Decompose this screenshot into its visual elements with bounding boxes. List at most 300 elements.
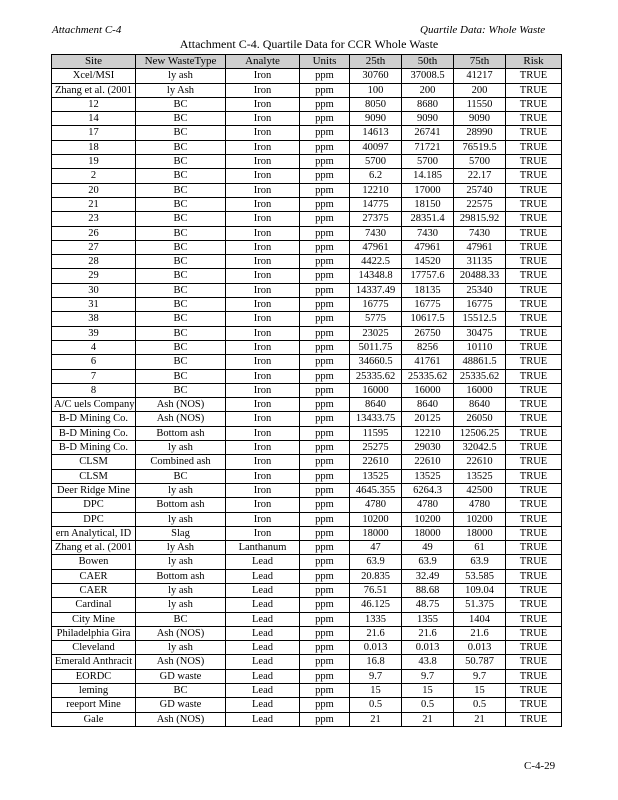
cell-waste-type: BC <box>136 126 226 140</box>
cell-analyte: Lead <box>226 698 300 712</box>
cell-50th: 14.185 <box>402 169 454 183</box>
cell-units: ppm <box>300 641 350 655</box>
cell-site: 19 <box>52 155 136 169</box>
cell-risk: TRUE <box>506 669 562 683</box>
cell-50th: 5700 <box>402 155 454 169</box>
cell-analyte: Iron <box>226 298 300 312</box>
cell-risk: TRUE <box>506 483 562 497</box>
cell-waste-type: BC <box>136 469 226 483</box>
cell-units: ppm <box>300 226 350 240</box>
cell-75th: 9090 <box>454 112 506 126</box>
cell-site: Philadelphia Gira <box>52 626 136 640</box>
cell-50th: 22610 <box>402 455 454 469</box>
cell-25th: 9090 <box>350 112 402 126</box>
cell-units: ppm <box>300 541 350 555</box>
cell-50th: 12210 <box>402 426 454 440</box>
col-header-50th: 50th <box>402 55 454 69</box>
cell-units: ppm <box>300 240 350 254</box>
cell-site: 17 <box>52 126 136 140</box>
cell-risk: TRUE <box>506 283 562 297</box>
cell-units: ppm <box>300 312 350 326</box>
cell-units: ppm <box>300 455 350 469</box>
cell-25th: 7430 <box>350 226 402 240</box>
header-attachment-label: Attachment C-4 <box>52 24 122 36</box>
cell-waste-type: BC <box>136 97 226 111</box>
table-row <box>52 598 562 612</box>
cell-25th: 20.835 <box>350 569 402 583</box>
cell-site: 20 <box>52 183 136 197</box>
cell-75th: 61 <box>454 541 506 555</box>
table-row <box>52 183 562 197</box>
table-row <box>52 698 562 712</box>
cell-risk: TRUE <box>506 69 562 83</box>
cell-risk: TRUE <box>506 441 562 455</box>
cell-risk: TRUE <box>506 140 562 154</box>
cell-site: B-D Mining Co. <box>52 412 136 426</box>
cell-risk: TRUE <box>506 512 562 526</box>
cell-75th: 26050 <box>454 412 506 426</box>
table-row <box>52 455 562 469</box>
cell-units: ppm <box>300 469 350 483</box>
cell-site: 2 <box>52 169 136 183</box>
cell-75th: 11550 <box>454 97 506 111</box>
table-row <box>52 712 562 726</box>
table-row <box>52 526 562 540</box>
cell-analyte: Iron <box>226 426 300 440</box>
col-header-25th: 25th <box>350 55 402 69</box>
cell-risk: TRUE <box>506 598 562 612</box>
cell-50th: 16775 <box>402 298 454 312</box>
cell-75th: 53.585 <box>454 569 506 583</box>
cell-75th: 200 <box>454 83 506 97</box>
cell-analyte: Iron <box>226 526 300 540</box>
cell-analyte: Lead <box>226 598 300 612</box>
table-row <box>52 298 562 312</box>
table-body <box>52 69 562 727</box>
cell-units: ppm <box>300 340 350 354</box>
cell-waste-type: BC <box>136 326 226 340</box>
cell-75th: 16000 <box>454 383 506 397</box>
cell-risk: TRUE <box>506 197 562 211</box>
table-row <box>52 197 562 211</box>
cell-75th: 18000 <box>454 526 506 540</box>
cell-site: 8 <box>52 383 136 397</box>
col-header-analyte: Analyte <box>226 55 300 69</box>
cell-waste-type: Slag <box>136 526 226 540</box>
cell-units: ppm <box>300 555 350 569</box>
cell-waste-type: GD waste <box>136 698 226 712</box>
cell-25th: 11595 <box>350 426 402 440</box>
cell-risk: TRUE <box>506 255 562 269</box>
cell-units: ppm <box>300 426 350 440</box>
cell-risk: TRUE <box>506 469 562 483</box>
cell-50th: 200 <box>402 83 454 97</box>
cell-analyte: Iron <box>226 498 300 512</box>
cell-analyte: Iron <box>226 183 300 197</box>
cell-25th: 12210 <box>350 183 402 197</box>
cell-units: ppm <box>300 669 350 683</box>
header-section-label: Quartile Data: Whole Waste <box>420 24 546 36</box>
cell-units: ppm <box>300 126 350 140</box>
cell-analyte: Iron <box>226 283 300 297</box>
cell-25th: 16.8 <box>350 655 402 669</box>
cell-site: Gale <box>52 712 136 726</box>
cell-risk: TRUE <box>506 626 562 640</box>
cell-waste-type: Combined ash <box>136 455 226 469</box>
cell-50th: 9090 <box>402 112 454 126</box>
cell-25th: 76.51 <box>350 583 402 597</box>
cell-site: Deer Ridge Mine <box>52 483 136 497</box>
cell-analyte: Iron <box>226 383 300 397</box>
cell-risk: TRUE <box>506 655 562 669</box>
table-row <box>52 126 562 140</box>
cell-50th: 16000 <box>402 383 454 397</box>
cell-risk: TRUE <box>506 183 562 197</box>
cell-75th: 25340 <box>454 283 506 297</box>
cell-site: EORDC <box>52 669 136 683</box>
cell-waste-type: BC <box>136 283 226 297</box>
cell-analyte: Iron <box>226 269 300 283</box>
cell-site: Cleveland <box>52 641 136 655</box>
table-row <box>52 312 562 326</box>
cell-50th: 88.68 <box>402 583 454 597</box>
cell-site: Zhang et al. (2001 <box>52 83 136 97</box>
cell-waste-type: ly Ash <box>136 83 226 97</box>
cell-analyte: Iron <box>226 212 300 226</box>
cell-risk: TRUE <box>506 698 562 712</box>
cell-25th: 14613 <box>350 126 402 140</box>
cell-waste-type: BC <box>136 240 226 254</box>
cell-analyte: Lead <box>226 641 300 655</box>
cell-risk: TRUE <box>506 126 562 140</box>
cell-waste-type: Bottom ash <box>136 569 226 583</box>
cell-site: 26 <box>52 226 136 240</box>
table-row <box>52 569 562 583</box>
cell-waste-type: GD waste <box>136 669 226 683</box>
cell-risk: TRUE <box>506 298 562 312</box>
cell-analyte: Iron <box>226 197 300 211</box>
cell-50th: 47961 <box>402 240 454 254</box>
cell-25th: 21.6 <box>350 626 402 640</box>
cell-risk: TRUE <box>506 355 562 369</box>
cell-site: leming <box>52 684 136 698</box>
cell-site: A/C uels Company <box>52 398 136 412</box>
cell-units: ppm <box>300 398 350 412</box>
cell-waste-type: ly ash <box>136 598 226 612</box>
cell-75th: 10110 <box>454 340 506 354</box>
cell-units: ppm <box>300 655 350 669</box>
cell-risk: TRUE <box>506 326 562 340</box>
cell-risk: TRUE <box>506 541 562 555</box>
cell-75th: 22575 <box>454 197 506 211</box>
cell-50th: 32.49 <box>402 569 454 583</box>
cell-site: 30 <box>52 283 136 297</box>
cell-50th: 41761 <box>402 355 454 369</box>
cell-analyte: Iron <box>226 140 300 154</box>
cell-site: 29 <box>52 269 136 283</box>
cell-units: ppm <box>300 412 350 426</box>
cell-75th: 20488.33 <box>454 269 506 283</box>
cell-analyte: Iron <box>226 112 300 126</box>
cell-units: ppm <box>300 684 350 698</box>
cell-50th: 18135 <box>402 283 454 297</box>
cell-50th: 71721 <box>402 140 454 154</box>
cell-units: ppm <box>300 255 350 269</box>
cell-75th: 76519.5 <box>454 140 506 154</box>
cell-25th: 14337.49 <box>350 283 402 297</box>
table-row <box>52 69 562 83</box>
cell-waste-type: BC <box>136 369 226 383</box>
cell-analyte: Lead <box>226 555 300 569</box>
cell-50th: 15 <box>402 684 454 698</box>
cell-analyte: Iron <box>226 398 300 412</box>
cell-analyte: Iron <box>226 69 300 83</box>
table-row <box>52 512 562 526</box>
cell-25th: 4645.355 <box>350 483 402 497</box>
cell-75th: 21 <box>454 712 506 726</box>
cell-25th: 6.2 <box>350 169 402 183</box>
cell-site: 23 <box>52 212 136 226</box>
cell-50th: 6264.3 <box>402 483 454 497</box>
cell-site: 27 <box>52 240 136 254</box>
col-header-waste-type: New WasteType <box>136 55 226 69</box>
cell-units: ppm <box>300 197 350 211</box>
cell-units: ppm <box>300 383 350 397</box>
cell-50th: 14520 <box>402 255 454 269</box>
cell-waste-type: ly Ash <box>136 541 226 555</box>
table-row <box>52 212 562 226</box>
cell-site: Bowen <box>52 555 136 569</box>
table-row <box>52 541 562 555</box>
cell-units: ppm <box>300 698 350 712</box>
cell-25th: 18000 <box>350 526 402 540</box>
cell-site: CAER <box>52 583 136 597</box>
cell-75th: 15512.5 <box>454 312 506 326</box>
cell-site: 4 <box>52 340 136 354</box>
cell-site: 12 <box>52 97 136 111</box>
cell-site: DPC <box>52 498 136 512</box>
cell-50th: 29030 <box>402 441 454 455</box>
quartile-table <box>51 54 562 727</box>
cell-units: ppm <box>300 483 350 497</box>
cell-site: 18 <box>52 140 136 154</box>
cell-units: ppm <box>300 441 350 455</box>
cell-75th: 7430 <box>454 226 506 240</box>
quartile-table-container <box>51 54 561 727</box>
cell-units: ppm <box>300 626 350 640</box>
cell-waste-type: BC <box>136 169 226 183</box>
cell-50th: 48.75 <box>402 598 454 612</box>
cell-analyte: Iron <box>226 312 300 326</box>
cell-analyte: Iron <box>226 455 300 469</box>
cell-75th: 13525 <box>454 469 506 483</box>
cell-25th: 46.125 <box>350 598 402 612</box>
cell-site: DPC <box>52 512 136 526</box>
cell-waste-type: BC <box>136 155 226 169</box>
cell-risk: TRUE <box>506 641 562 655</box>
cell-waste-type: ly ash <box>136 441 226 455</box>
cell-25th: 30760 <box>350 69 402 83</box>
cell-50th: 17757.6 <box>402 269 454 283</box>
cell-risk: TRUE <box>506 240 562 254</box>
cell-75th: 32042.5 <box>454 441 506 455</box>
cell-50th: 25335.62 <box>402 369 454 383</box>
cell-25th: 1335 <box>350 612 402 626</box>
cell-units: ppm <box>300 526 350 540</box>
cell-25th: 21 <box>350 712 402 726</box>
page-number: C-4-29 <box>524 760 556 772</box>
cell-risk: TRUE <box>506 555 562 569</box>
cell-site: reeport Mine <box>52 698 136 712</box>
cell-analyte: Iron <box>226 226 300 240</box>
cell-50th: 17000 <box>402 183 454 197</box>
cell-units: ppm <box>300 83 350 97</box>
cell-site: CLSM <box>52 469 136 483</box>
table-row <box>52 612 562 626</box>
cell-analyte: Iron <box>226 469 300 483</box>
cell-site: 6 <box>52 355 136 369</box>
cell-25th: 5011.75 <box>350 340 402 354</box>
cell-risk: TRUE <box>506 340 562 354</box>
cell-50th: 8256 <box>402 340 454 354</box>
cell-units: ppm <box>300 283 350 297</box>
cell-site: City Mine <box>52 612 136 626</box>
col-header-risk: Risk <box>506 55 562 69</box>
table-row <box>52 684 562 698</box>
cell-25th: 25275 <box>350 441 402 455</box>
cell-risk: TRUE <box>506 112 562 126</box>
cell-75th: 51.375 <box>454 598 506 612</box>
table-row <box>52 426 562 440</box>
cell-analyte: Iron <box>226 483 300 497</box>
cell-75th: 22610 <box>454 455 506 469</box>
cell-analyte: Iron <box>226 340 300 354</box>
cell-50th: 43.8 <box>402 655 454 669</box>
cell-risk: TRUE <box>506 212 562 226</box>
cell-analyte: Lead <box>226 612 300 626</box>
cell-analyte: Iron <box>226 126 300 140</box>
cell-50th: 0.013 <box>402 641 454 655</box>
cell-site: Zhang et al. (2001 <box>52 541 136 555</box>
cell-50th: 21.6 <box>402 626 454 640</box>
cell-75th: 30475 <box>454 326 506 340</box>
cell-25th: 0.013 <box>350 641 402 655</box>
cell-units: ppm <box>300 712 350 726</box>
cell-analyte: Iron <box>226 255 300 269</box>
table-row <box>52 655 562 669</box>
cell-50th: 63.9 <box>402 555 454 569</box>
cell-25th: 15 <box>350 684 402 698</box>
cell-units: ppm <box>300 512 350 526</box>
cell-50th: 10617.5 <box>402 312 454 326</box>
cell-25th: 10200 <box>350 512 402 526</box>
cell-analyte: Lead <box>226 583 300 597</box>
cell-risk: TRUE <box>506 83 562 97</box>
cell-waste-type: ly ash <box>136 69 226 83</box>
cell-50th: 13525 <box>402 469 454 483</box>
cell-analyte: Iron <box>226 441 300 455</box>
cell-50th: 37008.5 <box>402 69 454 83</box>
cell-50th: 26741 <box>402 126 454 140</box>
cell-units: ppm <box>300 612 350 626</box>
cell-risk: TRUE <box>506 312 562 326</box>
table-row <box>52 240 562 254</box>
cell-waste-type: ly ash <box>136 583 226 597</box>
cell-analyte: Iron <box>226 412 300 426</box>
table-row <box>52 255 562 269</box>
cell-analyte: Iron <box>226 155 300 169</box>
cell-waste-type: BC <box>136 269 226 283</box>
cell-units: ppm <box>300 298 350 312</box>
cell-site: CLSM <box>52 455 136 469</box>
cell-units: ppm <box>300 569 350 583</box>
table-row <box>52 112 562 126</box>
cell-25th: 63.9 <box>350 555 402 569</box>
cell-units: ppm <box>300 140 350 154</box>
cell-50th: 9.7 <box>402 669 454 683</box>
cell-50th: 18000 <box>402 526 454 540</box>
cell-25th: 27375 <box>350 212 402 226</box>
cell-analyte: Lead <box>226 712 300 726</box>
table-row <box>52 383 562 397</box>
cell-75th: 0.5 <box>454 698 506 712</box>
cell-analyte: Lead <box>226 626 300 640</box>
cell-units: ppm <box>300 326 350 340</box>
cell-75th: 25335.62 <box>454 369 506 383</box>
cell-analyte: Lead <box>226 569 300 583</box>
table-row <box>52 412 562 426</box>
table-row <box>52 326 562 340</box>
cell-75th: 10200 <box>454 512 506 526</box>
cell-75th: 42500 <box>454 483 506 497</box>
cell-risk: TRUE <box>506 169 562 183</box>
cell-risk: TRUE <box>506 226 562 240</box>
cell-risk: TRUE <box>506 455 562 469</box>
cell-75th: 41217 <box>454 69 506 83</box>
cell-waste-type: Ash (NOS) <box>136 398 226 412</box>
cell-waste-type: BC <box>136 226 226 240</box>
cell-units: ppm <box>300 183 350 197</box>
table-row <box>52 283 562 297</box>
cell-75th: 21.6 <box>454 626 506 640</box>
cell-25th: 34660.5 <box>350 355 402 369</box>
cell-analyte: Lanthanum <box>226 541 300 555</box>
cell-units: ppm <box>300 269 350 283</box>
table-row <box>52 555 562 569</box>
cell-waste-type: ly ash <box>136 555 226 569</box>
cell-50th: 20125 <box>402 412 454 426</box>
cell-75th: 63.9 <box>454 555 506 569</box>
cell-waste-type: ly ash <box>136 512 226 526</box>
col-header-75th: 75th <box>454 55 506 69</box>
table-row <box>52 140 562 154</box>
cell-units: ppm <box>300 97 350 111</box>
cell-site: ern Analytical, ID <box>52 526 136 540</box>
cell-50th: 8640 <box>402 398 454 412</box>
cell-waste-type: BC <box>136 112 226 126</box>
cell-75th: 9.7 <box>454 669 506 683</box>
cell-waste-type: Bottom ash <box>136 426 226 440</box>
cell-risk: TRUE <box>506 612 562 626</box>
cell-25th: 100 <box>350 83 402 97</box>
cell-units: ppm <box>300 498 350 512</box>
table-row <box>52 441 562 455</box>
cell-75th: 48861.5 <box>454 355 506 369</box>
cell-50th: 4780 <box>402 498 454 512</box>
cell-75th: 22.17 <box>454 169 506 183</box>
cell-waste-type: Ash (NOS) <box>136 655 226 669</box>
table-row <box>52 498 562 512</box>
